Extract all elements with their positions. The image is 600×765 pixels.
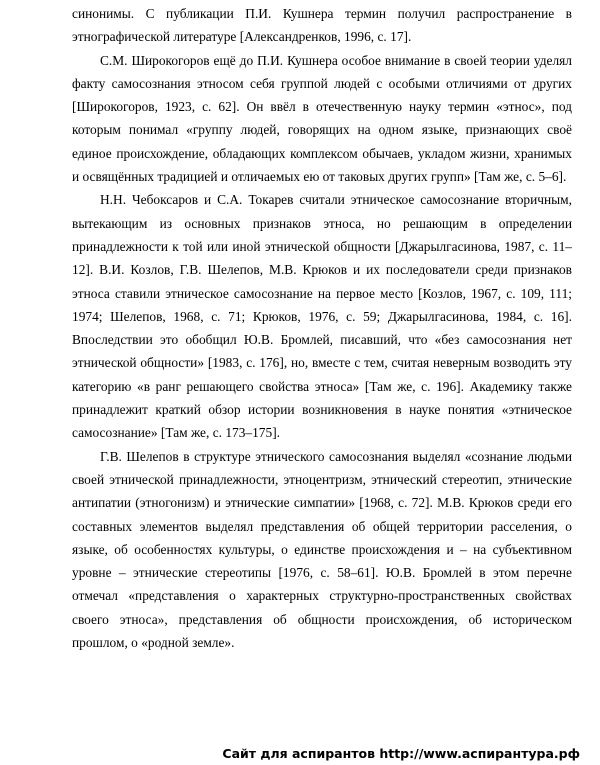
paragraph-4: Г.В. Шелепов в структуре этнического самосознания выделял «сознание людьми своей этнической принадлежности, этноцентризм, этнический стереотип, этнические антипатии (этногонизм) и этнические симпатии» [1968, с. 72]. М.В. Крюков среди его составных элементов выделял представления об общей территории расселения, о языке, об особенностях культуры, о единстве происхождения и – на субъективном уровне – этнические стереотипы [1976, с. 58–61]. Ю.В. Бромлей в этом перечне отмечал «представления о характерных структурно-пространственных свойствах своего этноса», представления об общности происхождения, об историческом прошлом, о «родной земле». <box>72 448 572 651</box>
paragraph-1: синонимы. С публикации П.И. Кушнера термин получил распространение в этнографической литературе [Александренков, 1996, с. 17]. <box>72 6 572 45</box>
body-text <box>72 2 572 654</box>
site-watermark: Сайт для аспирантов http://www.аспирантура.рф <box>222 746 580 761</box>
paragraph-3: Н.Н. Чебоксаров и С.А. Токарев считали этническое самосознание вторичным, вытекающим из основных признаков этноса, но решающим в определении принадлежности к той или иной этнической общности [Джарылгасинова, 1987, с. 11–12]. В.И. Козлов, Г.В. Шелепов, М.В. Крюков и их последователи среди признаков этноса ставили этническое самосознание на первое место [Козлов, 1967, с. 109, 111; 1974; Шелепов, 1968, с. 71; Крюков, 1976, с. 59; Джарылгасинова, 1984, с. 16]. Впоследствии это обобщил Ю.В. Бромлей, писавший, что «без самосознания нет этнической общности» [1983, с. 176], но, вместе с тем, считая неверным возводить эту категорию «в ранг решающего свойства этноса» [Там же, с. 196]. Академику также принадлежит краткий обзор истории возникновения в науке понятия «этническое самосознание» [Там же, с. 173–175]. <box>72 192 572 441</box>
paragraph-2: С.М. Широкогоров ещё до П.И. Кушнера особое внимание в своей теории уделял факту самосознания этносом себя группой людей с особыми отличиями от других [Широкогоров, 1923, с. 62]. Он ввёл в отечественную науку термин «этнос», под которым понимал «группу людей, говорящих на одном языке, признающих своё единое происхождение, обладающих комплексом обычаев, укладом жизни, хранимых и освящённых традицией и отличаемых ею от таковых других групп» [Там же, с. 5–6]. <box>72 52 572 185</box>
